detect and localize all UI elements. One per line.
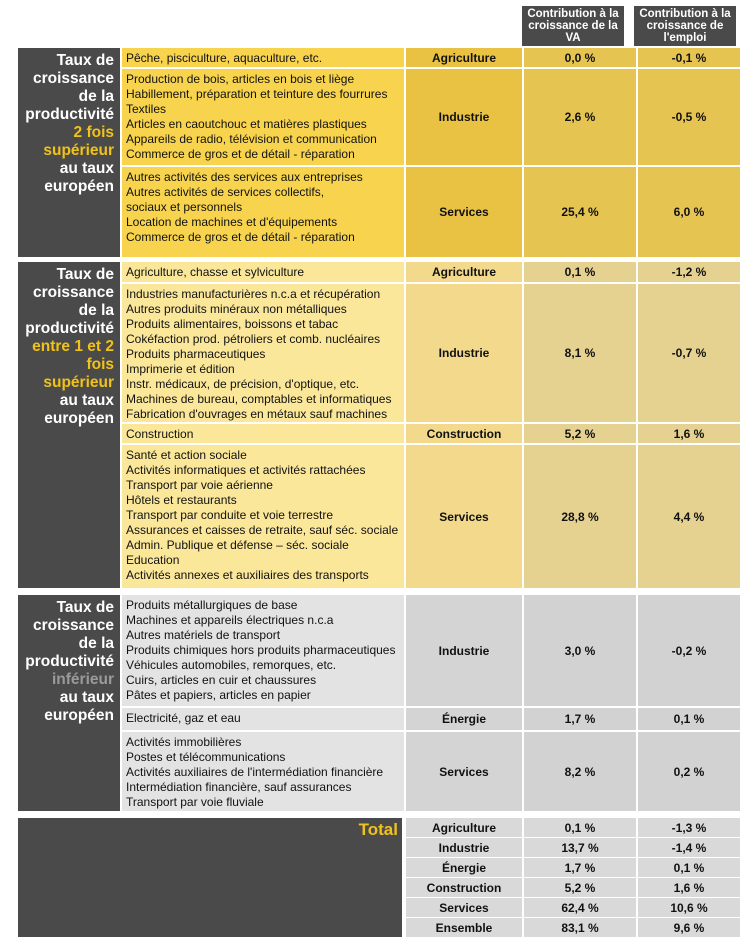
va-contribution-cell: 5,2 % [524,424,636,443]
header-va-text: Contribution à la croissance de la VA [527,8,619,44]
header-emploi-text: Contribution à la croissance de l'emploi [639,8,731,44]
activity-list [122,424,404,443]
table-row [122,732,740,811]
va-contribution-cell: 1,7 % [524,708,636,730]
sector-cell: Agriculture [406,262,522,282]
activity-item: Autres matériels de transport [126,628,281,642]
activity-item: Admin. Publique et défense – séc. sociale [126,538,349,552]
activity-item: Autres activités de services collectifs, [126,185,325,199]
activity-item: Commerce de gros et de détail - réparation [126,230,355,244]
activity-item: Machines et appareils électriques n.c.a [126,613,334,627]
total-row [406,898,740,917]
sector-cell: Services [406,445,522,588]
va-contribution-cell: 3,0 % [524,595,636,706]
employment-contribution-cell: -1,2 % [638,262,740,282]
total-sector-cell: Énergie [406,858,522,877]
activity-list [122,48,404,67]
table-row [122,595,740,706]
sector-cell: Énergie [406,708,522,730]
sector-cell: Construction [406,424,522,443]
activity-item: Produits pharmaceutiques [126,347,266,361]
va-contribution-cell: 8,2 % [524,732,636,811]
total-va-cell: 62,4 % [524,898,636,917]
total-employment-cell: 0,1 % [638,858,740,877]
employment-contribution-cell: 4,4 % [638,445,740,588]
activity-item: Agriculture, chasse et sylviculture [126,265,305,279]
productivity-group-2 [18,262,740,588]
activity-item: Autres produits minéraux non métalliques [126,302,347,316]
activity-list [122,284,404,422]
activity-item: Industries manufacturières n.c.a et récupération [126,287,381,301]
activity-item: Produits métallurgiques de base [126,598,298,612]
activity-item: Location de machines et d'équipements [126,215,338,229]
activity-item: Machines de bureau, comptables et informatiques [126,392,392,406]
table-row [122,167,740,257]
activity-item: Imprimerie et édition [126,362,235,376]
activity-item: Construction [126,427,194,441]
activity-item: Activités informatiques et activités rattachées [126,463,366,477]
activity-item: Intermédiation financière, sauf assurances [126,780,352,794]
employment-contribution-cell: -0,5 % [638,69,740,165]
employment-contribution-cell: 6,0 % [638,167,740,257]
side-label-post: au taux européen [44,392,114,427]
total-employment-cell: 9,6 % [638,918,740,937]
total-row [406,838,740,857]
table-row [122,48,740,67]
total-label: Total [358,820,398,839]
activity-item: Commerce de gros et de détail - réparation [126,147,355,161]
total-va-cell: 1,7 % [524,858,636,877]
total-sector-cell: Agriculture [406,818,522,837]
productivity-group-3 [18,595,740,811]
activity-item: Electricité, gaz et eau [126,711,241,725]
activity-item: Habillement, préparation et teinture des fourrures [126,87,388,101]
activity-item: Santé et action sociale [126,448,247,462]
header-emploi [634,6,736,46]
activity-list [122,262,404,282]
sector-cell: Agriculture [406,48,522,67]
activity-item: Fabrication d'ouvrages en métaux sauf machines [126,407,388,421]
activity-item: Activités auxiliaires de l'intermédiation financière [126,765,384,779]
activity-list [122,167,404,257]
activity-item: Autres activités des services aux entreprises [126,170,363,184]
activity-item: Transport par voie fluviale [126,795,264,809]
table-row [122,708,740,730]
side-label-highlight: 2 fois supérieur [43,124,114,159]
activity-item: Cuirs, articles en cuir et chaussures [126,673,317,687]
activity-list [122,445,404,588]
va-contribution-cell: 0,1 % [524,262,636,282]
activity-item: Articles en caoutchouc et matières plastiques [126,117,367,131]
va-contribution-cell: 8,1 % [524,284,636,422]
sector-cell: Industrie [406,595,522,706]
total-va-cell: 0,1 % [524,818,636,837]
activity-item: Transport par conduite et voie terrestre [126,508,333,522]
employment-contribution-cell: -0,1 % [638,48,740,67]
sector-cell: Industrie [406,69,522,165]
total-sector-cell: Construction [406,878,522,897]
total-sector-cell: Services [406,898,522,917]
activity-item: Activités annexes et auxiliaires des transports [126,568,369,582]
activity-item: Cokéfaction prod. pétroliers et comb. nucléaires [126,332,381,346]
table-row [122,284,740,422]
total-va-cell: 13,7 % [524,838,636,857]
activity-item: Produits alimentaires, boissons et tabac [126,317,339,331]
side-label-post: au taux européen [44,689,114,724]
activity-list [122,69,404,165]
total-row [406,918,740,937]
employment-contribution-cell: 0,1 % [638,708,740,730]
side-label-post: au taux européen [44,160,114,195]
activity-item: Assurances et caisses de retraite, sauf séc. sociale [126,523,399,537]
table-row [122,445,740,588]
side-label-highlight: entre 1 et 2 fois supérieur [32,338,114,391]
table-row [122,424,740,443]
side-label-pre: Taux de croissance de la productivité [25,266,114,337]
activity-item: sociaux et personnels [126,200,243,214]
total-employment-cell: -1,3 % [638,818,740,837]
total-panel [18,818,402,937]
total-employment-cell: -1,4 % [638,838,740,857]
activity-item: Véhicules automobiles, remorques, etc. [126,658,337,672]
activity-item: Pêche, pisciculture, aquaculture, etc. [126,51,323,65]
activity-list [122,732,404,811]
activity-item: Pâtes et papiers, articles en papier [126,688,311,702]
sector-cell: Services [406,732,522,811]
total-va-cell: 5,2 % [524,878,636,897]
activity-item: Appareils de radio, télévision et communication [126,132,377,146]
group-side-label [18,48,120,257]
group-side-label [18,262,120,588]
va-contribution-cell: 2,6 % [524,69,636,165]
va-contribution-cell: 0,0 % [524,48,636,67]
total-sector-cell: Ensemble [406,918,522,937]
total-va-cell: 83,1 % [524,918,636,937]
side-label-pre: Taux de croissance de la productivité [25,599,114,670]
employment-contribution-cell: -0,7 % [638,284,740,422]
total-sector-cell: Industrie [406,838,522,857]
activity-item: Education [126,553,180,567]
productivity-group-1 [18,48,740,257]
sector-cell: Services [406,167,522,257]
table-row [122,69,740,165]
employment-contribution-cell: 1,6 % [638,424,740,443]
total-row [406,818,740,837]
employment-contribution-cell: -0,2 % [638,595,740,706]
activity-item: Instr. médicaux, de précision, d'optique, etc. [126,377,360,391]
total-row [406,878,740,897]
side-label-pre: Taux de croissance de la productivité [25,52,114,123]
activity-item: Hôtels et restaurants [126,493,237,507]
total-employment-cell: 10,6 % [638,898,740,917]
activity-item: Production de bois, articles en bois et liège [126,72,355,86]
header-va [522,6,624,46]
activity-item: Transport par voie aérienne [126,478,273,492]
activity-item: Activités immobilières [126,735,242,749]
activity-item: Postes et télécommunications [126,750,286,764]
side-label-highlight: inférieur [51,671,114,688]
va-contribution-cell: 25,4 % [524,167,636,257]
sector-cell: Industrie [406,284,522,422]
va-contribution-cell: 28,8 % [524,445,636,588]
activity-item: Textiles [126,102,167,116]
activity-list [122,708,404,730]
employment-contribution-cell: 0,2 % [638,732,740,811]
activity-item: Produits chimiques hors produits pharmaceutiques [126,643,396,657]
table-row [122,262,740,282]
group-side-label [18,595,120,811]
total-row [406,858,740,877]
total-employment-cell: 1,6 % [638,878,740,897]
activity-list [122,595,404,706]
